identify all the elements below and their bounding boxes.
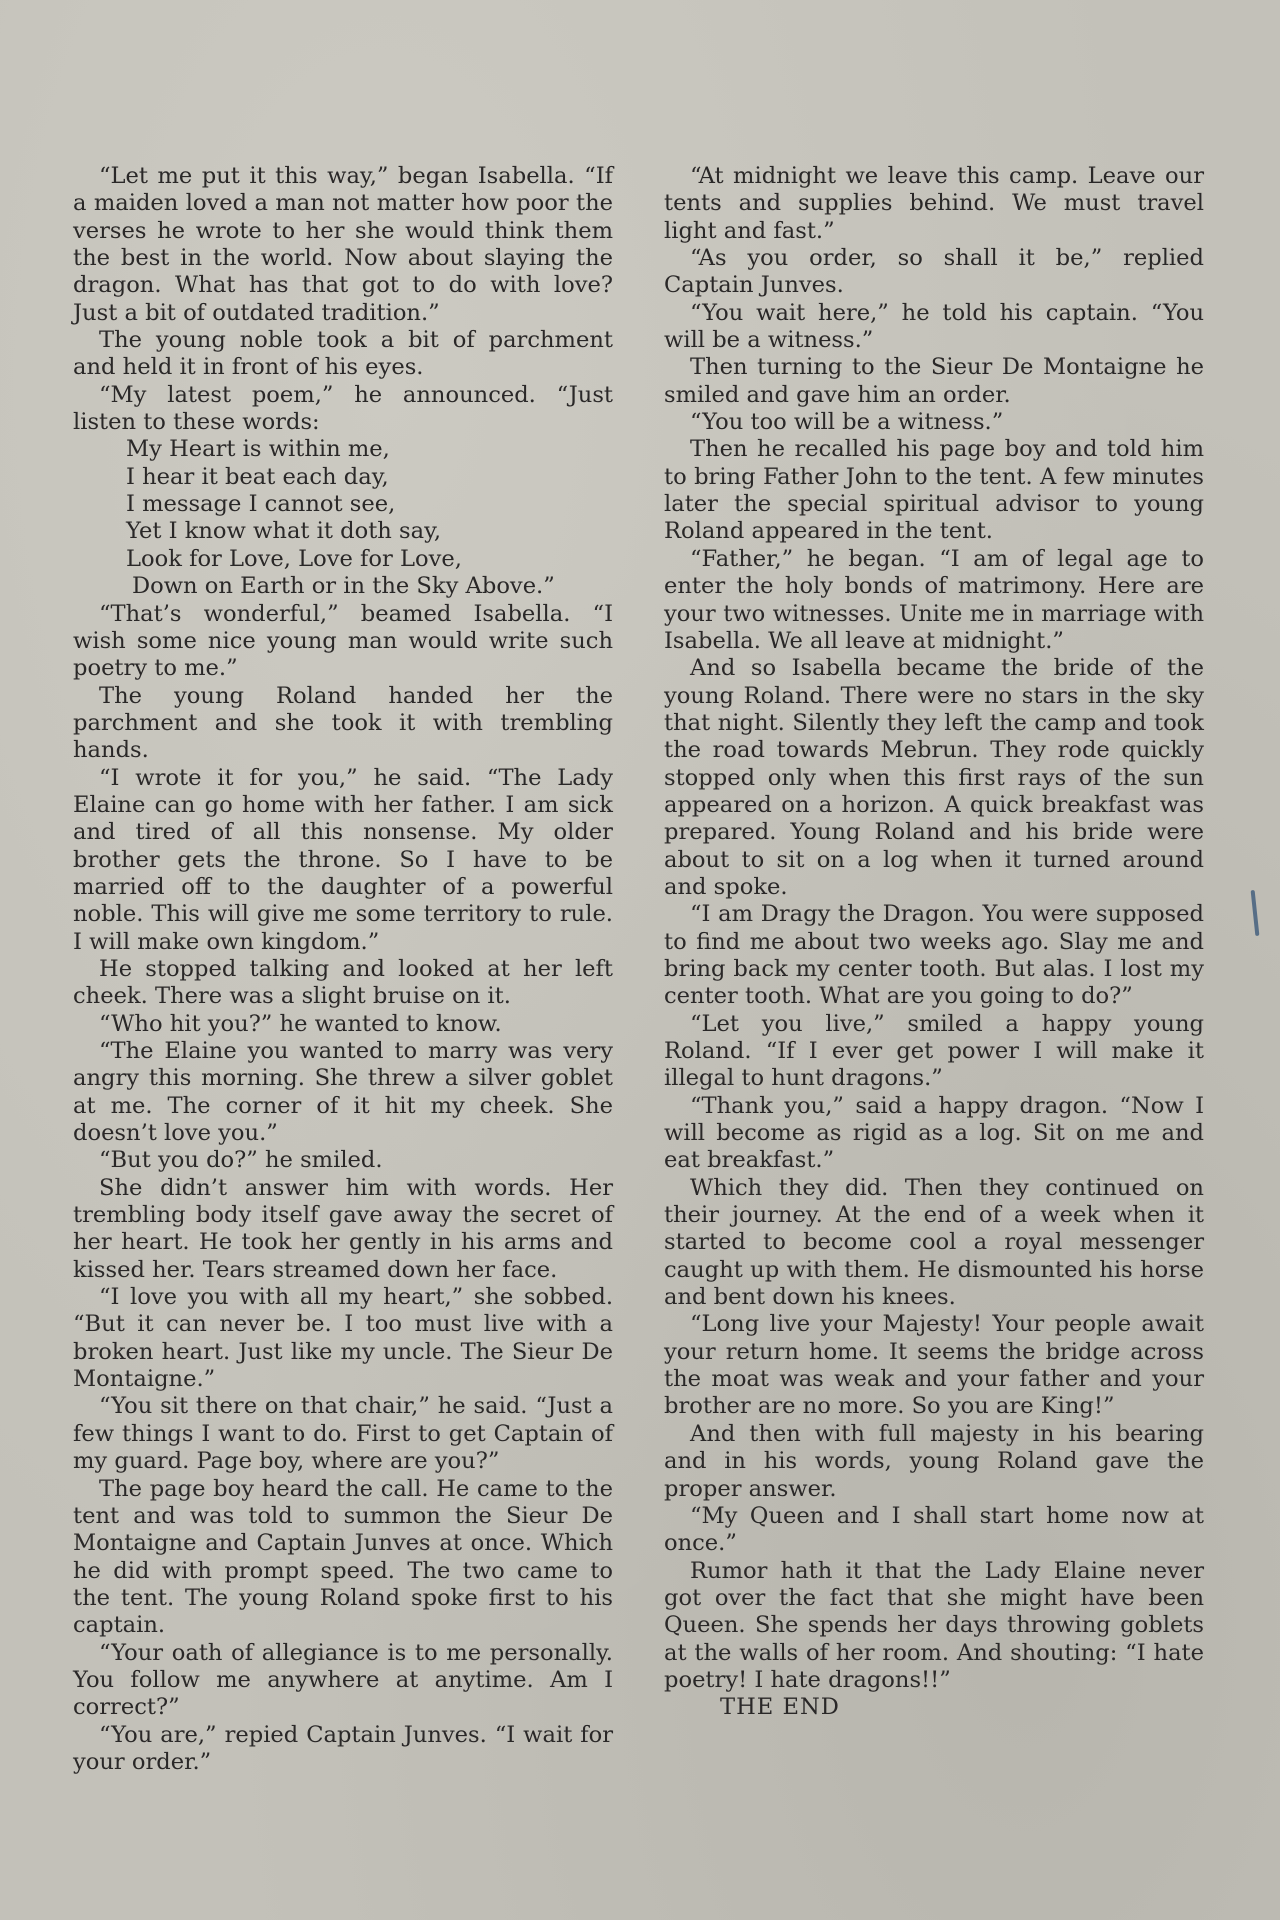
paragraph: “As you order, so shall it be,” replied Captain Junves.: [664, 245, 1204, 299]
poem-line: I message I cannot see,: [126, 491, 396, 518]
paragraph: “I wrote it for you,” he said. “The Lady Elaine can go home with her father. I am sick and tired of all this nonsense. My older brother gets the throne. So I have to be married off to the daughter of a powerful noble. This will give me some territory to rule. I will make own kingdom.”: [73, 764, 613, 955]
paragraph: “At midnight we leave this camp. Leave our tents and supplies behind. We must travel light and fast.”: [664, 163, 1204, 244]
poem-line: I hear it beat each day,: [126, 463, 389, 490]
paragraph: The young Roland handed her the parchment and she took it with trembling hands.: [73, 682, 613, 764]
paragraph: And then with full majesty in his bearing and in his words, young Roland gave the proper answer.: [664, 1420, 1204, 1502]
paragraph: “Father,” he began. “I am of legal age to enter the holy bonds of matrimony. Here are your two witnesses. Unite me in marriage with Isabella. We all leave at midnight.”: [664, 545, 1204, 654]
paragraph: “Let you live,” smiled a happy young Roland. “If I ever get power I will make it illegal to hunt dragons.”: [664, 1010, 1204, 1092]
paragraph: “I love you with all my heart,” she sobbed. “But it can never be. I too must live with a broken heart. Just like my uncle. The Sieur De Montaigne.”: [73, 1284, 613, 1393]
paragraph: Then turning to the Sieur De Montaigne he smiled and gave him an order.: [664, 354, 1204, 408]
paragraph: “Your oath of allegiance is to me personally. You follow me anywhere at anytime. Am I correct?”: [73, 1639, 613, 1721]
paragraph: “Let me put it this way,” began Isabella. “If a maiden loved a man not matter how poor the verses he wrote to her she would think them the best in the world. Now about slaying the dragon. What has that got to do with love? Just a bit of outdated tradition.”: [73, 163, 613, 326]
paragraph: She didn’t answer him with words. Her trembling body itself gave away the secret of her heart. He took her gently in his arms and kissed her. Tears streamed down her face.: [73, 1174, 613, 1283]
ink-mark: [1251, 890, 1260, 936]
paragraph: “I am Dragy the Dragon. You were supposed to find me about two weeks ago. Slay me and bring back my center tooth. But alas. I lost my center tooth. What are you going to do?”: [664, 901, 1204, 1010]
paragraph: He stopped talking and looked at her left cheek. There was a slight bruise on it.: [73, 955, 613, 1010]
paragraph: “That’s wonderful,” beamed Isabella. “I wish some nice young man would write such poetry to me.”: [73, 600, 613, 682]
paragraph: “My Queen and I shall start home now at once.”: [664, 1502, 1204, 1557]
paragraph: “My latest poem,” he announced. “Just listen to these words:: [73, 381, 613, 436]
paragraph: “Thank you,” said a happy dragon. “Now I will become as rigid as a log. Sit on me and eat breakfast.”: [664, 1092, 1204, 1174]
paragraph: “Who hit you?” he wanted to know.: [99, 1010, 502, 1037]
paragraph: The page boy heard the call. He came to the tent and was told to summon the Sieur De Montaigne and Captain Junves at once. Which he did with prompt speed. The two came to the tent. The young Roland spoke first to his captain.: [73, 1475, 613, 1639]
poem-line: My Heart is within me,: [126, 436, 390, 463]
the-end: THE END: [720, 1694, 840, 1721]
paragraph: “You sit there on that chair,” he said. “Just a few things I want to do. First to get Captain of my guard. Page boy, where are you?”: [73, 1393, 613, 1475]
paragraph: The young noble took a bit of parchment and held it in front of his eyes.: [73, 327, 613, 381]
paragraph: “You too will be a witness.”: [690, 409, 1004, 436]
paragraph: “The Elaine you wanted to marry was very angry this morning. She threw a silver goblet at me. The corner of it hit my cheek. She doesn’t love you.”: [73, 1038, 613, 1147]
paragraph: “You wait here,” he told his captain. “You will be a witness.”: [664, 299, 1204, 354]
poem-line: Down on Earth or in the Sky Above.”: [132, 573, 555, 600]
paragraph: And so Isabella became the bride of the young Roland. There were no stars in the sky that night. Silently they left the camp and took the road towards Mebrun. They rode quickly stopped only when this first rays of the sun appeared on a horizon. A quick breakfast was prepared. Young Roland and his bride were about to sit on a log when it turned around and spoke.: [664, 655, 1204, 900]
left-column: [73, 163, 613, 1776]
paragraph: Then he recalled his page boy and told him to bring Father John to the tent. A few minutes later the special spiritual advisor to young Roland appeared in the tent.: [664, 436, 1204, 545]
paragraph: “You are,” repied Captain Junves. “I wait for your order.”: [73, 1721, 613, 1775]
paragraph: Which they did. Then they continued on their journey. At the end of a week when it started to become cool a royal messenger caught up with them. He dismounted his horse and bent down his knees.: [664, 1174, 1204, 1311]
paragraph: “But you do?” he smiled.: [99, 1147, 383, 1174]
paragraph: Rumor hath it that the Lady Elaine never got over the fact that she might have been Queen. She spends her days throwing goblets at the walls of her room. And shouting: “I hate poetry! I hate dragons!!”: [664, 1557, 1204, 1693]
poem-line: Look for Love, Love for Love,: [126, 545, 462, 572]
paragraph: “Long live your Majesty! Your people await your return home. It seems the bridge across the moat was weak and your father and your brother are no more. So you are King!”: [664, 1311, 1204, 1420]
poem: [73, 436, 613, 600]
poem-line: Yet I know what it doth say,: [126, 518, 442, 545]
right-column: [664, 163, 1204, 1722]
